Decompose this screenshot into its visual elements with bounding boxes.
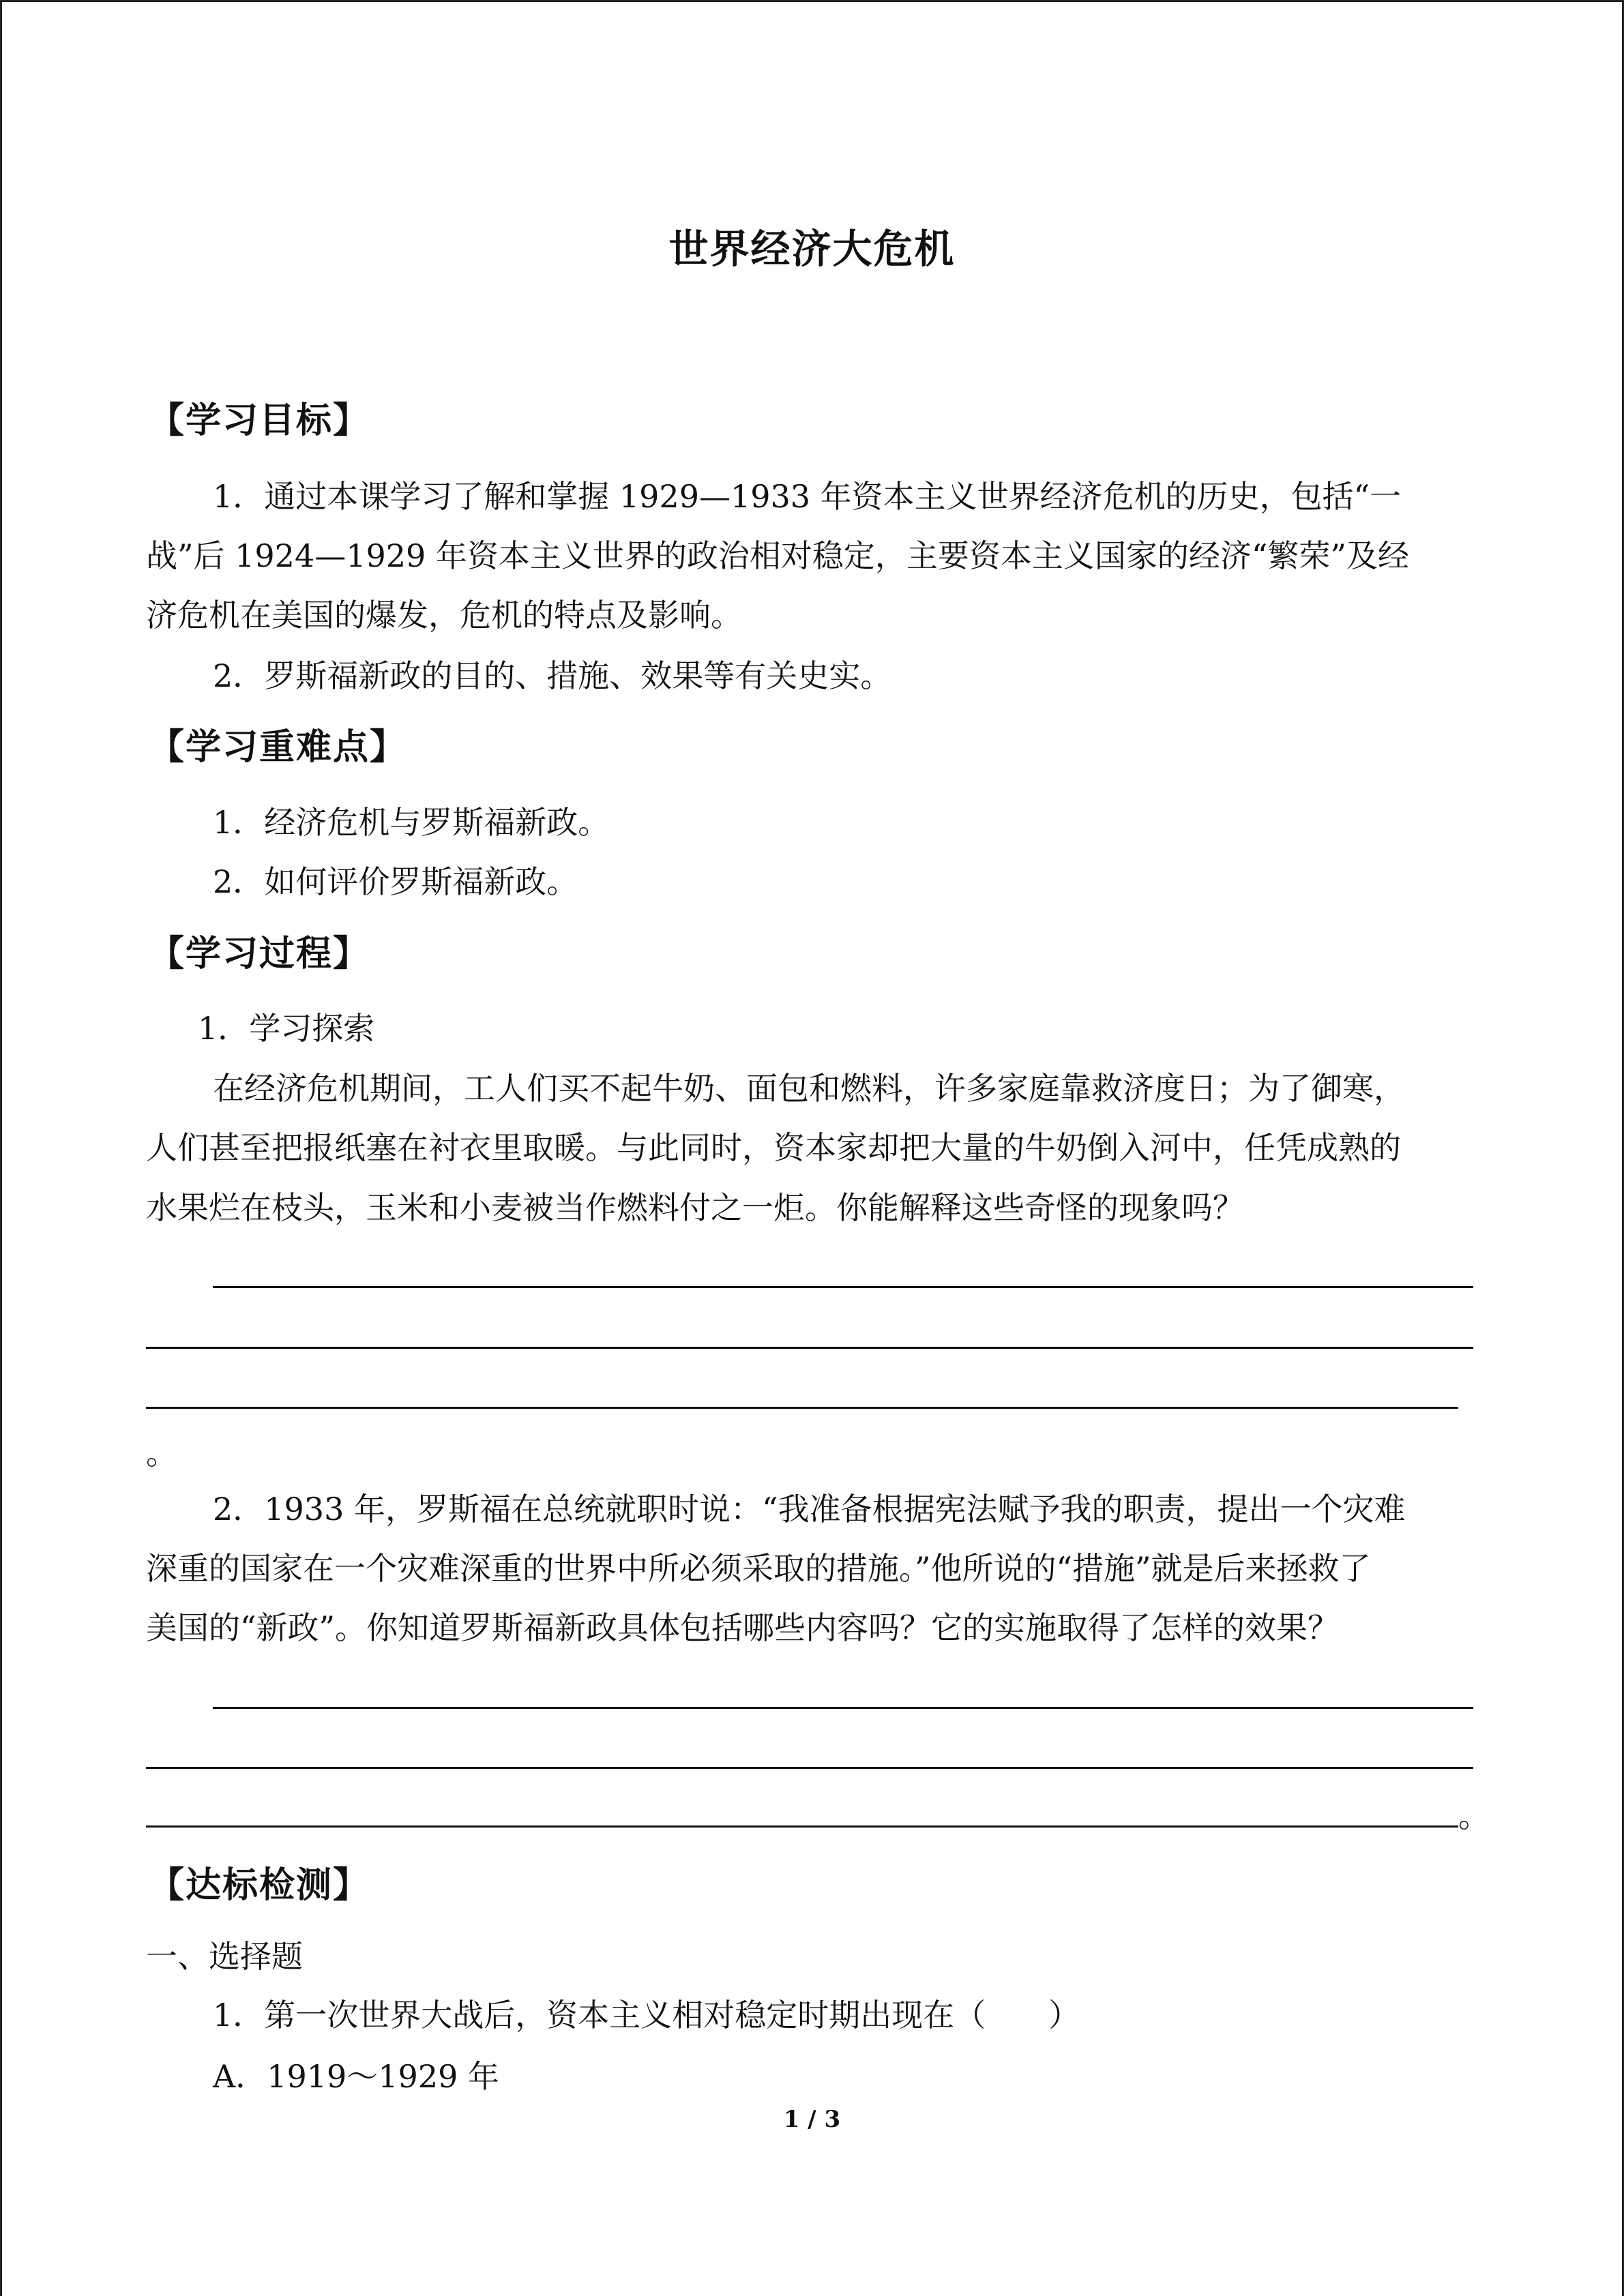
section-heading-key-points: 【学习重难点】: [149, 727, 407, 768]
page-title: 世界经济大危机: [668, 226, 956, 272]
test-question-1: 1．第一次世界大战后，资本主义相对稳定时期出现在（ ）: [213, 1997, 1080, 2033]
goals-line-1: 1．通过本课学习了解和掌握 1929—1933 年资本主义世界经济危机的历史，包括“一: [213, 478, 1402, 515]
section-heading-process: 【学习过程】: [149, 934, 370, 974]
goals-line-3: 济危机在美国的爆发，危机的特点及影响。: [146, 597, 742, 633]
page-left-border: [0, 0, 2, 2296]
test-question-1-option-a[interactable]: A．1919～1929 年: [213, 2058, 499, 2095]
answer-end-mark-1: 。: [146, 1435, 177, 1472]
answer-line-5[interactable]: [146, 1767, 1473, 1769]
answer-line-2[interactable]: [146, 1347, 1473, 1349]
page-number: 1 / 3: [783, 2106, 841, 2133]
answer-line-1[interactable]: [213, 1286, 1473, 1288]
process-item-2-line-3: 美国的“新政”。你知道罗斯福新政具体包括哪些内容吗？它的实施取得了怎样的效果？: [146, 1609, 1340, 1646]
answer-line-3[interactable]: [146, 1407, 1458, 1409]
answer-line-6[interactable]: [146, 1825, 1458, 1828]
process-item-1-line-1: 在经济危机期间，工人们买不起牛奶、面包和燃料，许多家庭靠救济度日；为了御寒，: [213, 1070, 1405, 1107]
section-heading-test: 【达标检测】: [149, 1865, 370, 1906]
section-heading-goals: 【学习目标】: [149, 400, 370, 441]
key-point-2: 2．如何评价罗斯福新政。: [213, 863, 578, 900]
process-item-1-title: 1．学习探索: [198, 1010, 375, 1047]
process-item-2-line-1: 2．1933 年，罗斯福在总统就职时说：“我准备根据宪法赋予我的职责，提出一个灾难: [213, 1491, 1406, 1527]
process-item-1-line-3: 水果烂在枝头，玉米和小麦被当作燃料付之一炬。你能解释这些奇怪的现象吗？: [146, 1189, 1244, 1226]
goals-line-4: 2．罗斯福新政的目的、措施、效果等有关史实。: [213, 657, 892, 694]
test-part-1-title: 一、选择题: [146, 1938, 303, 1975]
key-point-1: 1．经济危机与罗斯福新政。: [213, 804, 610, 841]
page-top-border: [0, 0, 1624, 2]
process-item-1-line-2: 人们甚至把报纸塞在衬衣里取暖。与此同时，资本家却把大量的牛奶倒入河中，任凭成熟的: [146, 1129, 1401, 1166]
process-item-2-line-2: 深重的国家在一个灾难深重的世界中所必须采取的措施。”他所说的“措施”就是后来拯救了: [146, 1550, 1371, 1587]
answer-end-mark-2: 。: [1458, 1798, 1490, 1834]
goals-line-2: 战”后 1924—1929 年资本主义世界的政治相对稳定，主要资本主义国家的经济“繁荣”及经: [146, 537, 1409, 574]
answer-line-4[interactable]: [213, 1707, 1473, 1709]
